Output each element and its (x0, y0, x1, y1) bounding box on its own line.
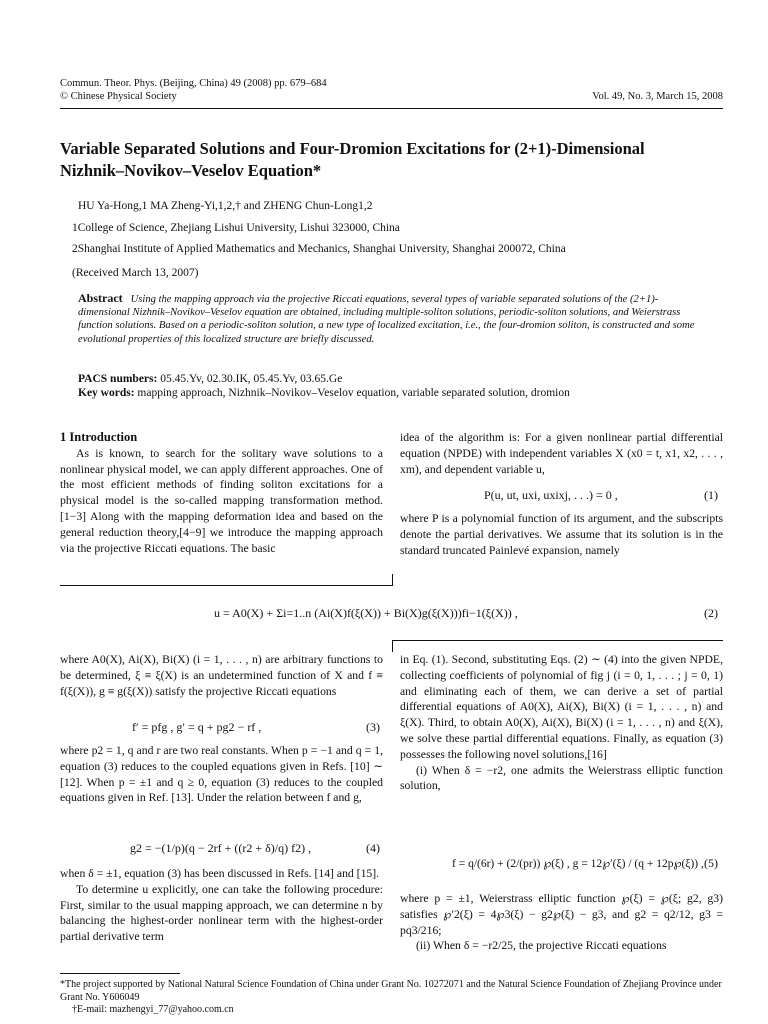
left-column-bottom-3 (60, 866, 383, 945)
footnote-rule (60, 973, 180, 974)
section-heading: 1 Introduction (60, 430, 138, 444)
abstract (78, 292, 700, 346)
footnote-funding: *The project supported by National Natural Science Foundation of China under Grant No. 10272071 and the Natural Science Foundation of Zhejiang Province under Grant No. Y606049 (60, 979, 722, 1003)
right-column-bottom-1 (400, 652, 723, 794)
authors: HU Ya-Hong,1 MA Zheng-Yi,1,2,† and ZHENG Chun-Long1,2 (78, 200, 373, 212)
weierstrass-paragraph: where p = ±1, Weierstrass elliptic function ℘(ξ) = ℘(ξ; g2, g3) satisfies ℘′2(ξ) = 4℘3(ξ) − g2℘(ξ) − g3, and g2 = q2/12, g3 = pq3/216; (400, 892, 723, 937)
pacs (78, 372, 718, 387)
right-column-bottom-2 (400, 891, 723, 954)
functions-paragraph: where A0(X), Ai(X), Bi(X) (i = 1, . . . , n) are arbitrary functions to be determined, ξ ≡ ξ(X) is an undetermined function of X and f ≡ f(ξ(X)), g ≡ g(ξ(X)) satisfy the projective Riccati equations (60, 653, 383, 698)
received-date: (Received March 13, 2007) (72, 267, 199, 279)
left-column-bottom-1 (60, 652, 383, 699)
equation-2-number: (2) (704, 606, 718, 620)
constants-paragraph: where p2 = 1, q and r are two real constants. When p = −1 and q = 1, equation (3) reduces to the coupled equations given in Refs. [10] ∼ [12]. When p = ±1 and q ≥ 0, equation (3) reduces to the coupled equations given in Ref. [13]. Under the relation between f and g, (60, 744, 383, 805)
pacs-value: 05.45.Yv, 02.30.IK, 05.45.Yv, 03.65.Ge (160, 373, 343, 385)
right-column-top (400, 430, 723, 477)
equation-5: f = q/(6r) + (2/(pr)) ℘(ξ) , g = 12℘′(ξ) / (q + 12p℘(ξ)) , (452, 858, 704, 870)
case-ii-paragraph: (ii) When δ = −r2/25, the projective Riccati equations (416, 939, 667, 953)
equation-5-number: (5) (704, 856, 718, 870)
affiliation-1: 1College of Science, Zhejiang Lishui University, Lishui 323000, China (72, 222, 400, 234)
volume-line: Vol. 49, No. 3, March 15, 2008 (592, 91, 723, 102)
keywords-label: Key words: (78, 387, 135, 399)
painleve-paragraph: where P is a polynomial function of its argument, and the subscripts denote the partial derivatives. We assume that its solution is in the standard truncated Painlevé expansion, namely (400, 512, 723, 557)
footnote-email: †E-mail: mazhengyi_77@yahoo.com.cn (72, 1004, 234, 1015)
equation-4-number: (4) (366, 841, 380, 855)
left-column-bottom-2 (60, 743, 383, 806)
pacs-label: PACS numbers: (78, 373, 158, 385)
equation-1-number: (1) (704, 488, 718, 502)
abstract-text: Using the mapping approach via the projective Riccati equations, several types of variable separated solutions of the (2+1)-dimensional Nizhnik–Novikov–Veselov equation are obtained, including multiple-soliton solutions, periodic-soliton solutions, and Weierstrass function solutions. Based on a periodic-soliton solution, a new type of localized excitation, i.e., the four-dromion soliton, is constructed and some evolutional properties of this localized structure are briefly discussed. (78, 294, 695, 345)
equation-1: P(u, ut, uxi, uxixj, . . .) = 0 , (484, 488, 618, 502)
intro-paragraph: As is known, to search for the solitary wave solutions to a nonlinear physical model, we can apply different approaches. One of the most efficient methods of finding soliton excitations for a physical model is the so-called mapping transformation method.[1−3] Along with the mapping deformation idea and based on the general reduction theory,[4−9] we introduce the mapping approach via the projective Riccati equations. The basic (60, 446, 383, 555)
column-break-tick-left (392, 574, 393, 586)
affiliation-2: 2Shanghai Institute of Applied Mathematics and Mechanics, Shanghai University, Shanghai 200072, China (72, 243, 566, 255)
copyright-line: © Chinese Physical Society (60, 91, 177, 102)
case-i-paragraph: (i) When δ = −r2, one admits the Weierstrass elliptic function solution, (400, 763, 723, 793)
title-line-1: Variable Separated Solutions and Four-Dromion Excitations for (2+1)-Dimensional (60, 139, 645, 158)
column-break-rule-left (60, 585, 393, 586)
equation-4: g2 = −(1/p)(q − 2rf + ((r2 + δ)/q) f2) , (130, 841, 312, 855)
left-column-top (60, 430, 383, 556)
algorithm-paragraph: idea of the algorithm is: For a given nonlinear partial differential equation (NPDE) with independent variables X (x0 = t, x1, x2, . . . , xm), and dependent variable u, (400, 431, 723, 476)
header-rule (60, 108, 723, 109)
right-column-top-2 (400, 511, 723, 558)
keywords (78, 386, 718, 401)
abstract-label: Abstract (78, 291, 123, 305)
equation-3: f′ = pfg , g′ = q + pg2 − rf , (132, 720, 262, 734)
paper-title (60, 138, 720, 182)
journal-line: Commun. Theor. Phys. (Beijing, China) 49 (2008) pp. 679–684 (60, 78, 327, 89)
procedure-paragraph: To determine u explicitly, one can take the following procedure: First, similar to the usual mapping approach, we can determine n by balancing the highest-order nonlinear term with the highest-order partial derivative term (60, 882, 383, 944)
equation-2: u = A0(X) + Σi=1..n (Ai(X)f(ξ(X)) + Bi(X)g(ξ(X)))fi−1(ξ(X)) , (214, 606, 518, 620)
substitution-paragraph: in Eq. (1). Second, substituting Eqs. (2) ∼ (4) into the given NPDE, collecting coefficients of polynomial of fig j (i = 0, 1, . . . ; j = 0, 1) and eliminating each of them, we can derive a set of partial differential equations of A0(X), Ai(X), Bi(X) (i = 1, . . . , n) and ξ(X). Third, to obtain A0(X), Ai(X), Bi(X) (i = 1, . . . , n) and ξ(X), we solve these partial differential equations. Finally, as equation (3) possesses the following novel solutions,[16] (400, 653, 723, 761)
equation-3-number: (3) (366, 720, 380, 734)
delta-paragraph: when δ = ±1, equation (3) has been discussed in Refs. [14] and [15]. (60, 867, 380, 880)
column-break-rule-right (392, 640, 723, 641)
keywords-value: mapping approach, Nizhnik–Novikov–Veselov equation, variable separated solution, dromion (137, 387, 570, 399)
title-line-2: Nizhnik–Novikov–Veselov Equation* (60, 161, 322, 180)
column-break-tick-right (392, 640, 393, 652)
